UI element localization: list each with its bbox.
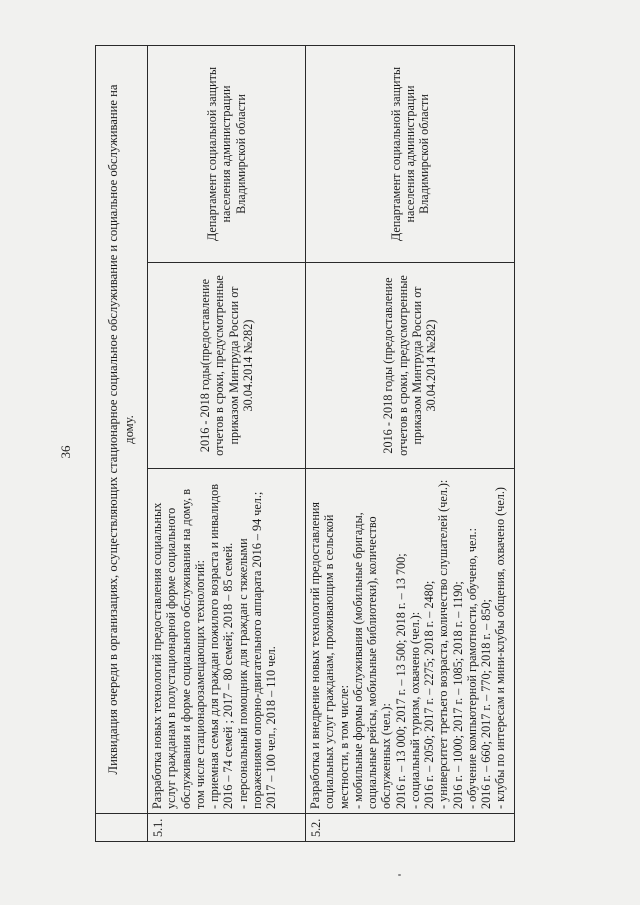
- description-line: 2016 г. – 2050; 2017 г. – 2275; 2018 г. – 2480;: [422, 580, 437, 809]
- description-line: - мобильные формы обслуживания (мобильные бригады, социальные рейсы, мобильные библиотеки), количество обслуженных (чел.):: [350, 512, 394, 809]
- row-number: 5.2.: [306, 814, 515, 842]
- measure-description: [148, 469, 306, 814]
- responsible-executor: Департамент социальной защиты населения администрации Владимирской области: [148, 46, 306, 263]
- execution-term: 2016 - 2018 годы(предоставление отчетов в сроки, предусмотренные приказом Минтруда России от 30.04.2014 №282): [148, 263, 306, 469]
- section-heading: Ликвидация очереди в организациях, осуществляющих стационарное социальное обслуживание и социальное обслуживание на дому.: [96, 46, 148, 814]
- row-number: 5.1.: [148, 814, 306, 842]
- description-line: - персональный помощник для граждан с тяжелыми поражениями опорно-двигательного аппарата 2016 – 94 чел.; 2017 – 100 чел., 2018 – 110 чел.: [235, 491, 279, 809]
- execution-term: 2016 - 2018 годы (предоставление отчетов в сроки, предусмотренные приказом Минтруда России от 30.04.2014 №282): [306, 263, 515, 469]
- description-line: Разработка и внедрение новых технологий предоставления социальных услуг гражданам, проживающим в сельской местности, в том числе:: [308, 501, 351, 809]
- measures-table: [95, 45, 515, 842]
- scan-speck: [398, 874, 401, 876]
- description-line: - социальный туризм, охвачено (чел.):: [407, 611, 422, 809]
- table-row: [306, 46, 515, 842]
- section-heading-row: [96, 46, 148, 842]
- description-line: Разработка новых технологий предоставления социальных услуг гражданам в полустационарной форме социального обслуживания и форме социального обслуживания на дому, в том числе стационарозамещающих технологий:: [150, 489, 207, 809]
- measure-description: [306, 469, 515, 814]
- description-line: 2016 г. – 660; 2017 г. – 770; 2018 г. – 850;: [479, 599, 494, 809]
- description-line: - клубы по интересам и мини-клубы общения, охвачено (чел.): [493, 487, 508, 809]
- responsible-executor: Департамент социальной защиты населения администрации Владимирской области: [306, 46, 515, 263]
- page-number: 36: [58, 445, 73, 459]
- description-line: - университет третьего возраста, количество слушателей (чел.):: [436, 479, 451, 809]
- section-heading-number-cell: [96, 814, 148, 842]
- description-line: 2016 г. – 1000; 2017 г. – 1085; 2018 г. – 1190;: [450, 581, 465, 809]
- table-row: [148, 46, 306, 842]
- description-line: 2016 г. – 13 000; 2017 г. – 13 500; 2018 г. – 13 700;: [393, 553, 408, 809]
- description-line: - приемная семья для граждан пожилого возраста и инвалидов 2016 – 74 семей ; 2017 – 80 семей; 2018 – 85 семей.: [207, 484, 236, 809]
- description-line: - обучение компьютерной грамотности, обучено, чел.:: [464, 528, 479, 809]
- rotated-table-wrapper: [95, 46, 515, 842]
